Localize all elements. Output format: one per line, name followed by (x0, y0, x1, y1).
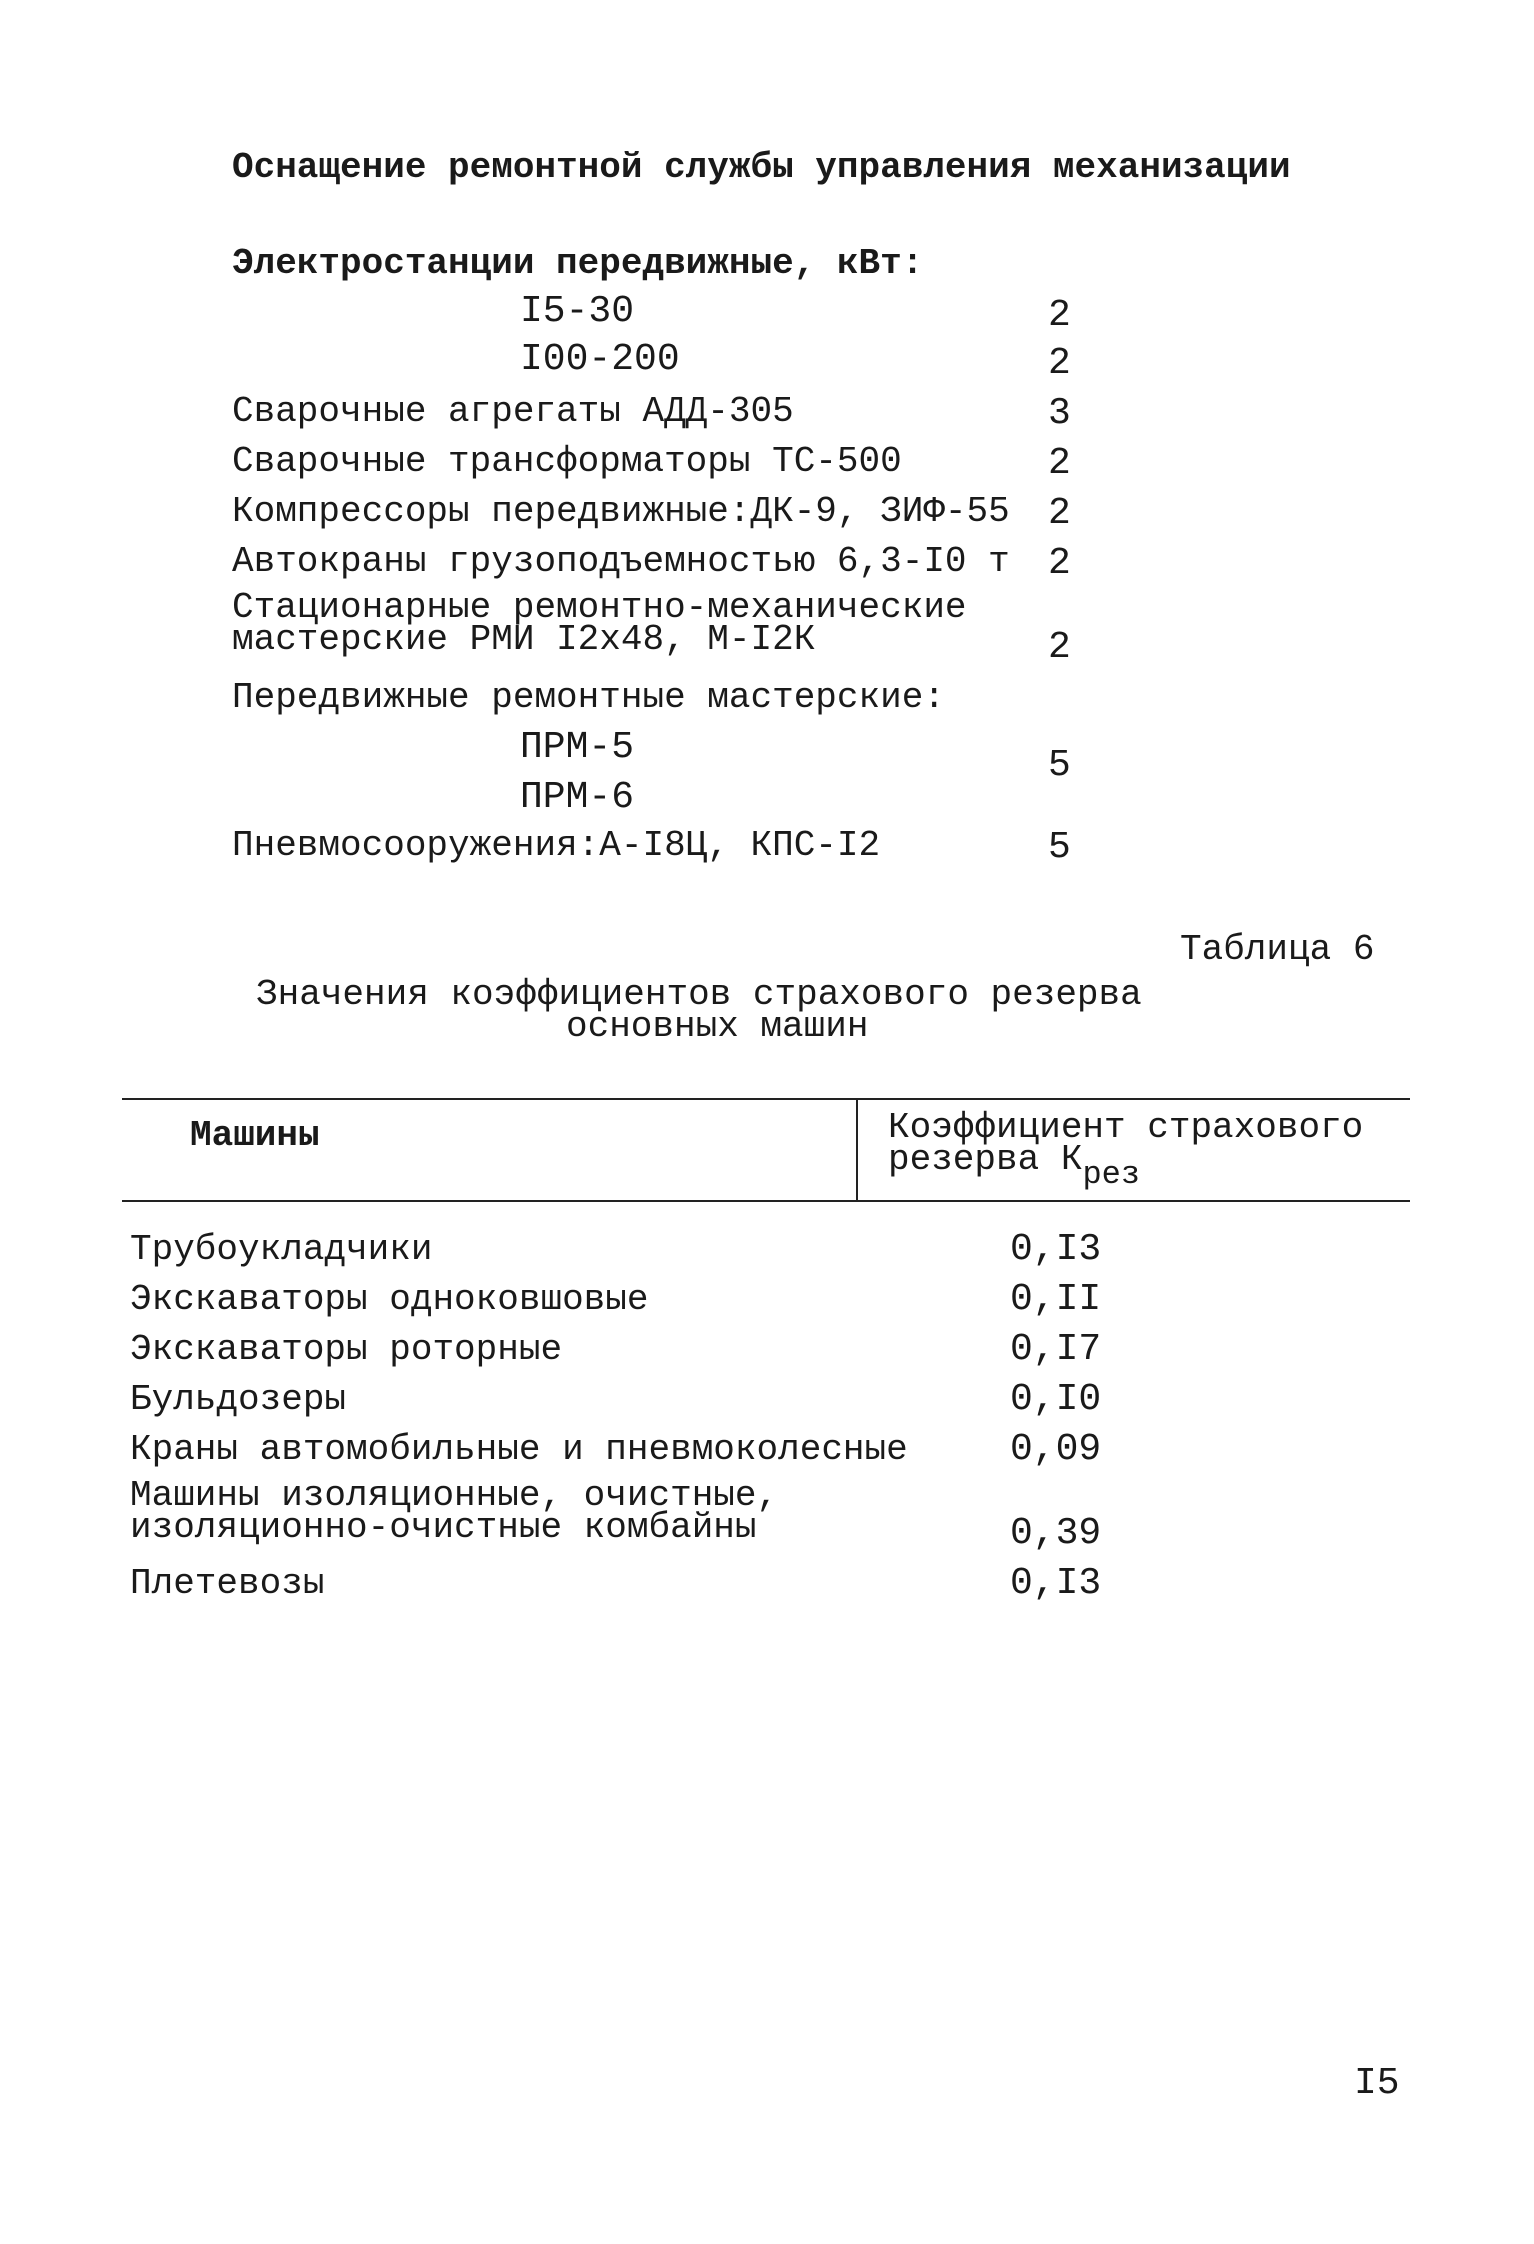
table-row-value: 0,I0 (1010, 1378, 1102, 1421)
subscript-rez: рез (1082, 1156, 1141, 1193)
table-row-value: 0,39 (1010, 1512, 1102, 1555)
table-row-name: Экскаваторы одноковшовые (130, 1279, 649, 1320)
power-stations-label: Электростанции передвижные, кВт: (232, 243, 924, 284)
section-title: Оснащение ремонтной службы управления механизации (232, 147, 1291, 188)
table-caption-line2: основных машин (566, 1006, 869, 1047)
equipment-qty: 3 (1048, 392, 1071, 435)
power-range-2: I00-200 (520, 338, 680, 381)
mobile-workshops-label: Передвижные ремонтные мастерские: (232, 677, 945, 718)
table-row-value: 0,09 (1010, 1428, 1102, 1471)
page-number: I5 (1354, 2062, 1400, 2105)
table-column-divider (856, 1098, 858, 1200)
table-header-rule (122, 1200, 1410, 1202)
table-col-coefficient-header-line2: резерва Крез (888, 1139, 1141, 1193)
table-col-machines-header: Машины (190, 1115, 320, 1156)
table-row-name: Бульдозеры (130, 1379, 347, 1420)
pneumo-structures: Пневмосооружения:А-I8Ц, КПС-I2 (232, 825, 881, 866)
table-number: Таблица 6 (1180, 929, 1375, 970)
power-range-1: I5-30 (520, 290, 635, 333)
table-row-name: Плетевозы (130, 1563, 325, 1604)
table-row-name-line2: изоляционно-очистные комбайны (130, 1507, 757, 1548)
table-row-value: 0,II (1010, 1278, 1102, 1321)
equipment-row-welding-units: Сварочные агрегаты АДД-305 (232, 391, 794, 432)
table-row-value: 0,I7 (1010, 1328, 1102, 1371)
pneumo-structures-qty: 5 (1048, 826, 1071, 869)
equipment-row-compressors: Компрессоры передвижные:ДК-9, ЗИФ-55 (232, 491, 1010, 532)
power-qty-1: 2 (1048, 294, 1071, 337)
stationary-workshops-qty: 2 (1048, 626, 1071, 669)
table-col-coefficient-header-line1: Коэффициент страхового (888, 1107, 1364, 1148)
table-row-name: Экскаваторы роторные (130, 1329, 563, 1370)
table-caption-line1: Значения коэффициентов страхового резерва (256, 974, 1142, 1015)
table-top-rule (122, 1098, 1410, 1100)
stationary-workshops-line2: мастерские РМИ I2x48, М-I2К (232, 619, 816, 660)
stationary-workshops-line1: Стационарные ремонтно-механические (232, 587, 967, 628)
equipment-qty: 2 (1048, 492, 1071, 535)
mobile-workshops-qty: 5 (1048, 744, 1071, 787)
table-row-name: Трубоукладчики (130, 1229, 433, 1270)
mobile-workshop-prm5: ПРМ-5 (520, 726, 635, 769)
equipment-row-welding-transformers: Сварочные трансформаторы ТС-500 (232, 441, 902, 482)
mobile-workshop-prm6: ПРМ-6 (520, 776, 635, 819)
table-row-value: 0,I3 (1010, 1562, 1102, 1605)
table-row-value: 0,I3 (1010, 1228, 1102, 1271)
equipment-qty: 2 (1048, 542, 1071, 585)
table-row-name: Краны автомобильные и пневмоколесные (130, 1429, 908, 1470)
equipment-qty: 2 (1048, 442, 1071, 485)
table-row-name-line1: Машины изоляционные, очистные, (130, 1475, 779, 1516)
equipment-row-autocranes: Автокраны грузоподъемностью 6,3-I0 т (232, 541, 1010, 582)
power-qty-2: 2 (1048, 342, 1071, 385)
